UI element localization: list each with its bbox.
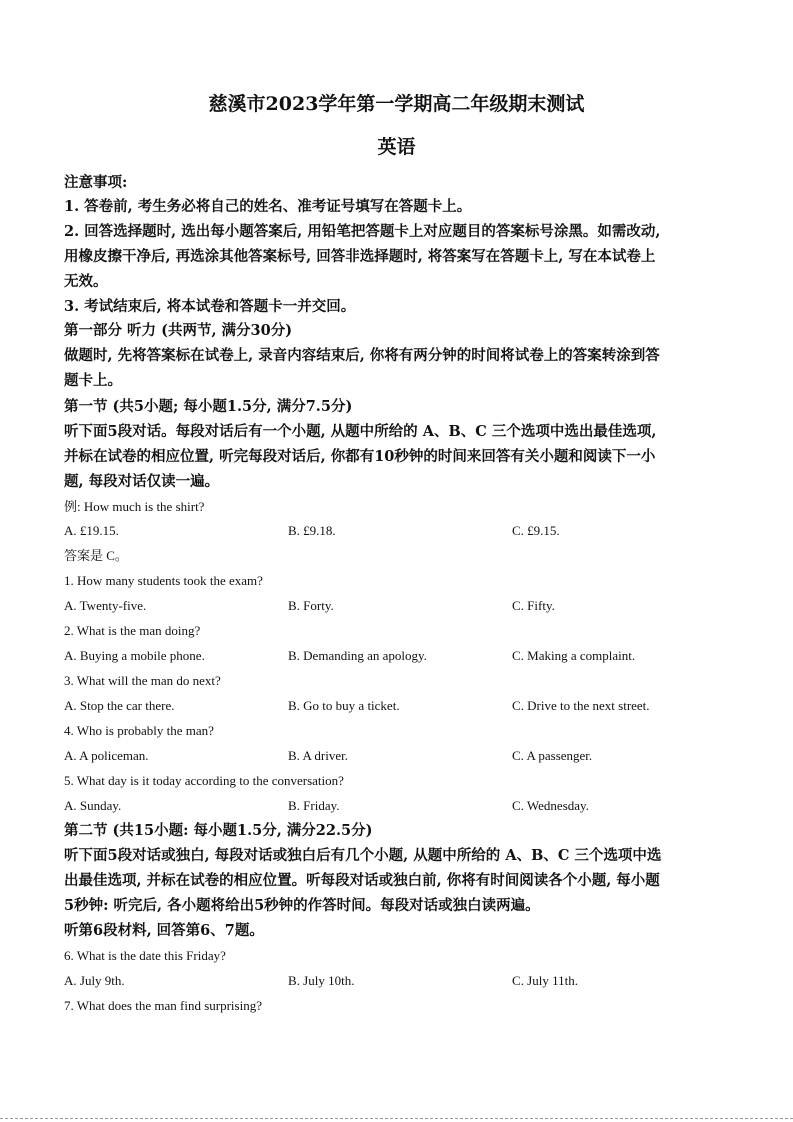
- q1-option-a: A. Twenty-five.: [64, 598, 147, 613]
- section2-instruction: 出最佳选项, 并标在试卷的相应位置。听每段对话或独白前, 你将有时间阅读各个小题, 每小题: [64, 872, 660, 889]
- part1-heading: 第一部分 听力 (共两节, 满分30分): [64, 322, 293, 339]
- section2-instruction: 听下面5段对话或独白, 每段对话或独白后有几个小题, 从题中所给的 A、B、C 三个选项中选: [64, 847, 662, 864]
- page-bottom-divider: [0, 1118, 793, 1119]
- section1-instruction: 题, 每段对话仅读一遍。: [64, 473, 220, 490]
- q2-option-a: A. Buying a mobile phone.: [64, 648, 205, 663]
- q4-option-b: B. A driver.: [288, 748, 348, 763]
- subject-title: 英语: [377, 136, 416, 158]
- example-option-b: B. £9.18.: [288, 523, 336, 538]
- q3-option-c: C. Drive to the next street.: [512, 698, 650, 713]
- q2-option-c: C. Making a complaint.: [512, 648, 636, 663]
- question-7: 7. What does the man find surprising?: [64, 998, 262, 1013]
- question-2: 2. What is the man doing?: [64, 623, 201, 638]
- q2-option-b: B. Demanding an apology.: [288, 648, 427, 663]
- question-1: 1. How many students took the exam?: [64, 573, 263, 588]
- note-line: 用橡皮擦干净后, 再选涂其他答案标号, 回答非选择题时, 将答案写在答题卡上, 写在本试卷上: [64, 248, 656, 265]
- section1-instruction: 并标在试卷的相应位置, 听完每段对话后, 你都有10秒钟的时间来回答有关小题和阅读下一小: [64, 448, 656, 465]
- question-6: 6. What is the date this Friday?: [64, 948, 226, 963]
- q6-option-a: A. July 9th.: [64, 973, 125, 988]
- question-4: 4. Who is probably the man?: [64, 723, 214, 738]
- q6-option-b: B. July 10th.: [288, 973, 355, 988]
- q3-option-b: B. Go to buy a ticket.: [288, 698, 400, 713]
- note-line: 无效。: [64, 273, 108, 290]
- note-line: 3. 考试结束后, 将本试卷和答题卡一并交回。: [64, 298, 356, 315]
- part1-instruction: 题卡上。: [64, 372, 122, 389]
- section1-heading: 第一节 (共5小题; 每小题1.5分, 满分7.5分): [64, 398, 353, 415]
- notes-heading: 注意事项:: [64, 174, 128, 191]
- section2-heading: 第二节 (共15小题: 每小题1.5分, 满分22.5分): [64, 822, 373, 839]
- section2-instruction: 5秒钟: 听完后, 各小题将给出5秒钟的作答时间。每段对话或独白读两遍。: [64, 897, 540, 914]
- q5-option-b: B. Friday.: [288, 798, 340, 813]
- q1-option-b: B. Forty.: [288, 598, 334, 613]
- q4-option-c: C. A passenger.: [512, 748, 593, 763]
- example-option-c: C. £9.15.: [512, 523, 560, 538]
- exam-title: 慈溪市2023学年第一学期高二年级期末测试: [208, 93, 585, 115]
- note-line: 2. 回答选择题时, 选出每小题答案后, 用铅笔把答题卡上对应题目的答案标号涂黑。如需改动,: [64, 223, 661, 240]
- q4-option-a: A. A policeman.: [64, 748, 149, 763]
- example-question: 例: How much is the shirt?: [64, 499, 205, 514]
- note-line: 1. 答卷前, 考生务必将自己的姓名、准考证号填写在答题卡上。: [64, 198, 472, 215]
- example-option-a: A. £19.15.: [64, 523, 119, 538]
- question-5: 5. What day is it today according to the conversation?: [64, 773, 344, 788]
- question-3: 3. What will the man do next?: [64, 673, 221, 688]
- part1-instruction: 做题时, 先将答案标在试卷上, 录音内容结束后, 你将有两分钟的时间将试卷上的答案转涂到答: [64, 347, 660, 364]
- q3-option-a: A. Stop the car there.: [64, 698, 175, 713]
- section1-instruction: 听下面5段对话。每段对话后有一个小题, 从题中所给的 A、B、C 三个选项中选出最佳选项,: [64, 423, 657, 440]
- q6-option-c: C. July 11th.: [512, 973, 578, 988]
- q5-option-a: A. Sunday.: [64, 798, 122, 813]
- example-answer: 答案是 C。: [64, 548, 128, 563]
- material-label: 听第6段材料, 回答第6、7题。: [64, 922, 264, 939]
- q1-option-c: C. Fifty.: [512, 598, 555, 613]
- q5-option-c: C. Wednesday.: [512, 798, 589, 813]
